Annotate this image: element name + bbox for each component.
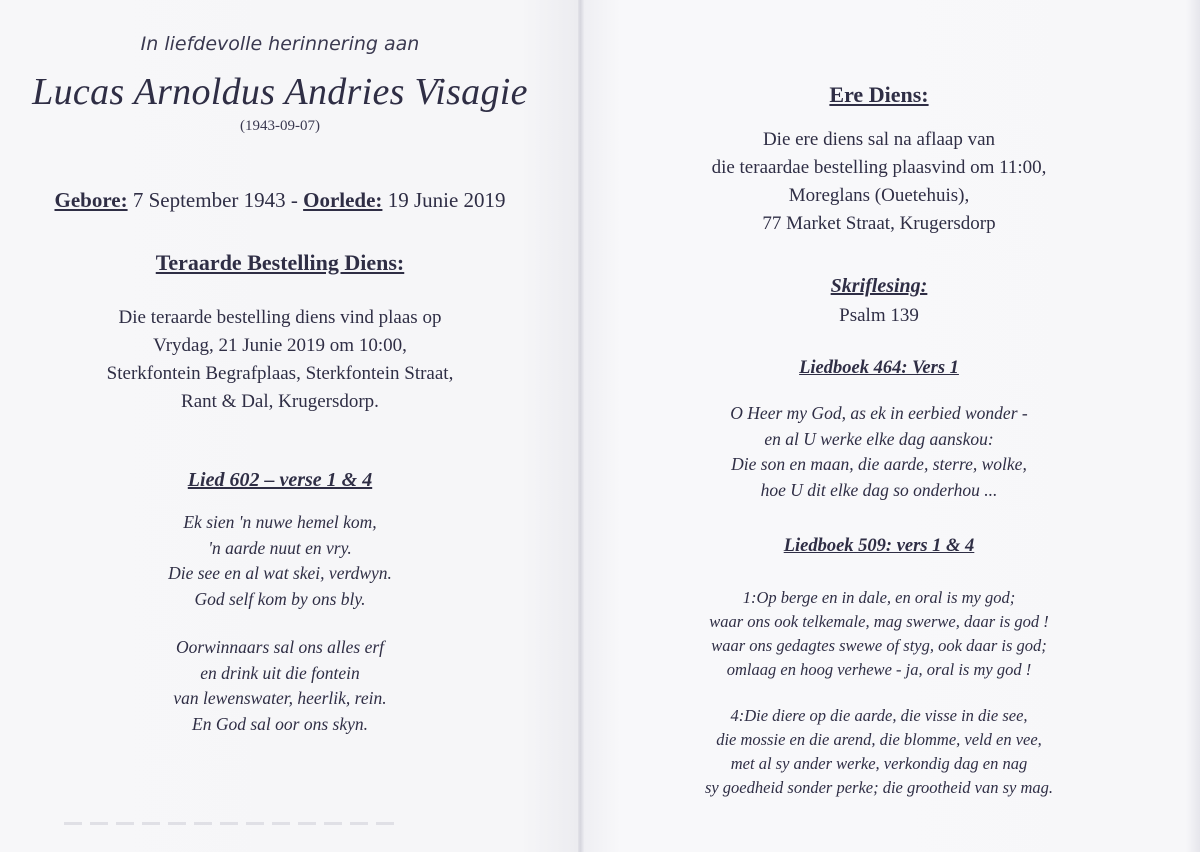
born-label: Gebore: <box>54 188 128 212</box>
hymn-602-verse-2 <box>0 635 560 737</box>
hymn-509-verse-1 <box>584 586 1174 682</box>
burial-line: Sterkfontein Begrafplaas, Sterkfontein Straat, <box>106 363 454 384</box>
intro-text: In liefdevolle herinnering aan <box>140 33 420 55</box>
verse-line: omlaag en hoog verhewe - ja, oral is my god ! <box>726 660 1032 679</box>
verse-line: 4:Die diere op die aarde, die visse in die see, <box>730 706 1028 725</box>
verse-line: O Heer my God, as ek in eerbied wonder - <box>730 403 1028 423</box>
deceased-name: Lucas Arnoldus Andries Visagie <box>32 71 528 113</box>
life-dates <box>0 188 560 213</box>
verse-line: Die see en al wat skei, verdwyn. <box>168 563 392 583</box>
verse-line: waar ons gedagtes swewe of styg, ook daar is god; <box>711 636 1047 655</box>
hymn-464-verse <box>584 401 1174 503</box>
verse-line: sy goedheid sonder perke; die grootheid van sy mag. <box>704 778 1054 797</box>
service-line: Die ere diens sal na aflaap van <box>762 129 996 150</box>
burial-line: Die teraarde bestelling diens vind plaas op <box>118 307 442 328</box>
service-line: die teraardae bestelling plaasvind om 11:00, <box>711 157 1047 178</box>
reading-heading: Skriflesing: <box>830 275 928 297</box>
hymn-509-verse-4 <box>584 704 1174 800</box>
scan-artifact <box>64 822 394 825</box>
page-edge <box>1186 0 1200 852</box>
verse-line: waar ons ook telkemale, mag swerwe, daar is god ! <box>709 612 1049 631</box>
verse-line: Oorwinnaars sal ons alles erf <box>175 637 385 657</box>
burial-details <box>0 304 560 416</box>
verse-line: 1:Op berge en in dale, en oral is my god; <box>742 588 1016 607</box>
service-line: Moreglans (Ouetehuis), <box>788 185 970 206</box>
id-date: (1943-09-07) <box>240 118 320 134</box>
right-column <box>584 0 1174 852</box>
verse-line: en drink uit die fontein <box>200 662 360 683</box>
reading-text: Psalm 139 <box>839 305 919 326</box>
service-line: 77 Market Straat, Krugersdorp <box>762 213 996 234</box>
verse-line: 'n aarde nuut en vry. <box>208 537 352 558</box>
burial-line: Rant & Dal, Krugersdorp. <box>181 391 379 412</box>
verse-line: Die son en maan, die aarde, sterre, wolke, <box>731 454 1027 474</box>
service-heading: Ere Diens: <box>829 82 929 107</box>
hymn-602-verse-1 <box>0 510 560 612</box>
hymn-464-heading: Liedboek 464: Vers 1 <box>799 358 959 378</box>
burial-heading: Teraarde Bestelling Diens: <box>155 250 405 275</box>
born-value: 7 September 1943 - <box>127 188 304 212</box>
died-label: Oorlede: <box>303 188 383 212</box>
verse-line: hoe U dit elke dag so onderhou ... <box>760 479 998 500</box>
service-details <box>584 126 1174 238</box>
verse-line: die mossie en die arend, die blomme, veld en vee, <box>716 730 1042 749</box>
verse-line: Ek sien 'n nuwe hemel kom, <box>183 512 377 532</box>
verse-line: En God sal oor ons skyn. <box>192 713 368 734</box>
verse-line: met al sy ander werke, verkondig dag en nag <box>730 754 1028 773</box>
died-value: 19 Junie 2019 <box>382 188 506 212</box>
left-column <box>0 0 560 852</box>
verse-line: van lewenswater, heerlik, rein. <box>173 688 387 708</box>
hymn-509-heading: Liedboek 509: vers 1 & 4 <box>783 536 975 556</box>
verse-line: en al U werke elke dag aanskou: <box>764 428 994 449</box>
verse-line: God self kom by ons bly. <box>194 588 366 609</box>
hymn-602-heading: Lied 602 – verse 1 & 4 <box>187 469 373 491</box>
burial-line: Vrydag, 21 Junie 2019 om 10:00, <box>153 335 407 356</box>
